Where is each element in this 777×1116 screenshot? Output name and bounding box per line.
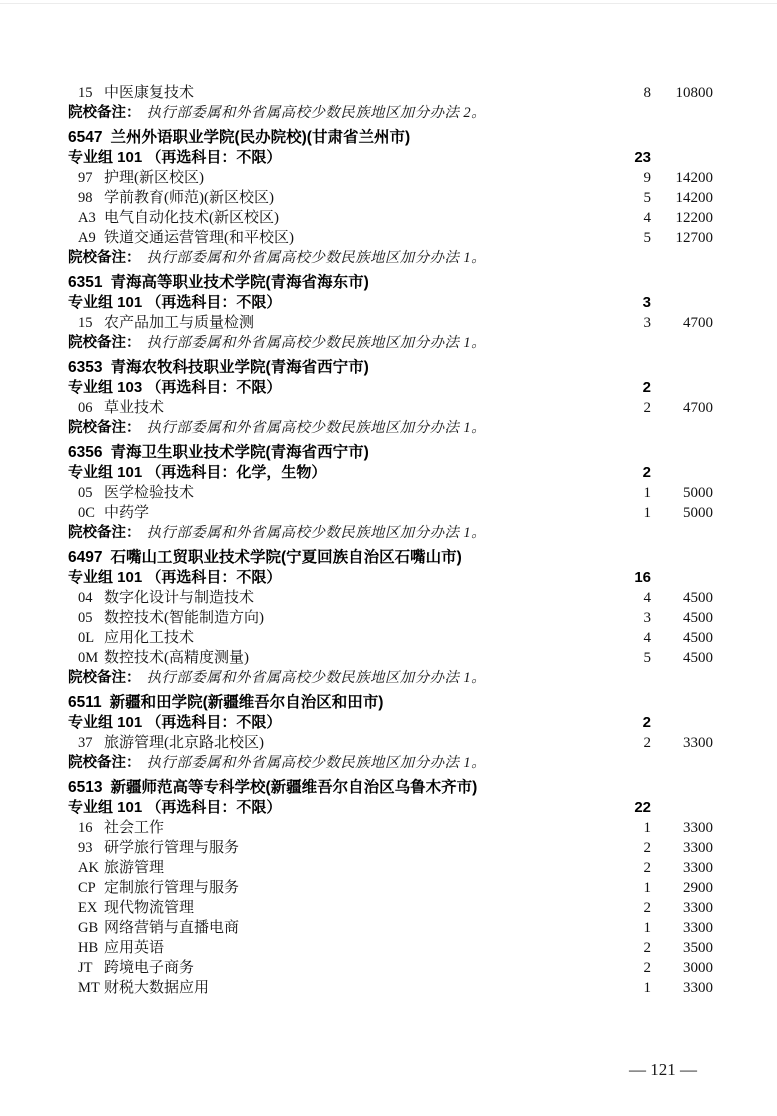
remark-text: 执行部委属和外省属高校少数民族地区加分办法 1。 xyxy=(146,420,486,436)
major-count: 2 xyxy=(643,960,651,976)
major-count: 2 xyxy=(643,860,651,876)
institution-code: 6356 xyxy=(68,444,103,461)
major-row xyxy=(68,83,713,103)
major-count: 2 xyxy=(643,940,651,956)
major-fee: 4500 xyxy=(683,610,713,626)
remark-text: 执行部委属和外省属高校少数民族地区加分办法 1。 xyxy=(146,525,486,541)
major-count: 5 xyxy=(643,650,651,666)
remark-row xyxy=(68,753,713,773)
major-code: EX xyxy=(78,900,98,916)
major-fee: 5000 xyxy=(683,485,713,501)
remark-row xyxy=(68,248,713,268)
major-count: 5 xyxy=(643,230,651,246)
major-code: 06 xyxy=(78,400,93,416)
major-code: GB xyxy=(78,920,99,936)
institution-name: 青海农牧科技职业学院(青海省西宁市) xyxy=(110,359,369,376)
major-fee: 3300 xyxy=(683,735,713,751)
remark-row xyxy=(68,418,713,438)
major-group-count: 22 xyxy=(634,799,651,816)
major-fee: 3300 xyxy=(683,840,713,856)
major-fee: 5000 xyxy=(683,505,713,521)
major-count: 2 xyxy=(643,840,651,856)
major-row xyxy=(68,858,713,878)
remark-text: 执行部委属和外省属高校少数民族地区加分办法 2。 xyxy=(146,105,486,121)
major-row xyxy=(68,818,713,838)
remark-text: 执行部委属和外省属高校少数民族地区加分办法 1。 xyxy=(146,755,486,771)
major-code: 97 xyxy=(78,170,93,186)
major-row xyxy=(68,648,713,668)
remark-label: 院校备注： xyxy=(68,525,141,541)
major-group-count: 2 xyxy=(642,714,651,731)
major-fee: 4500 xyxy=(683,650,713,666)
major-code: 15 xyxy=(78,85,93,101)
remark-row xyxy=(68,523,713,543)
major-row xyxy=(68,313,713,333)
major-group-count: 2 xyxy=(642,464,651,481)
major-code: 93 xyxy=(78,840,93,856)
major-code: 05 xyxy=(78,485,93,501)
institution-row xyxy=(68,548,713,568)
remark-label: 院校备注： xyxy=(68,250,141,266)
major-name: 数字化设计与制造技术 xyxy=(104,590,255,606)
major-group-label: 专业组 101 （再选科目：化学，生物） xyxy=(68,464,327,481)
admission-plan-list xyxy=(68,83,713,998)
major-code: AK xyxy=(78,860,99,876)
major-group-row xyxy=(68,713,713,733)
major-count: 2 xyxy=(643,900,651,916)
major-fee: 4700 xyxy=(683,400,713,416)
major-fee: 3300 xyxy=(683,820,713,836)
institution-name: 青海卫生职业技术学院(青海省西宁市) xyxy=(110,444,369,461)
major-row xyxy=(68,228,713,248)
major-name: 应用英语 xyxy=(104,940,165,956)
institution-code: 6351 xyxy=(68,274,103,291)
major-name: 铁道交通运营管理(和平校区) xyxy=(104,230,294,246)
major-count: 3 xyxy=(643,610,651,626)
major-row xyxy=(68,588,713,608)
major-code: A3 xyxy=(78,210,96,226)
major-row xyxy=(68,188,713,208)
institution-name: 新疆师范高等专科学校(新疆维吾尔自治区乌鲁木齐市) xyxy=(110,779,478,796)
remark-text: 执行部委属和外省属高校少数民族地区加分办法 1。 xyxy=(146,335,486,351)
remark-label: 院校备注： xyxy=(68,755,141,771)
major-fee: 3300 xyxy=(683,860,713,876)
remark-row xyxy=(68,668,713,688)
remark-label: 院校备注： xyxy=(68,105,141,121)
remark-label: 院校备注： xyxy=(68,335,141,351)
major-row xyxy=(68,918,713,938)
major-row xyxy=(68,168,713,188)
major-count: 1 xyxy=(643,920,651,936)
major-group-row xyxy=(68,568,713,588)
major-name: 学前教育(师范)(新区校区) xyxy=(104,190,274,206)
major-row xyxy=(68,208,713,228)
major-code: JT xyxy=(78,960,93,976)
major-fee: 4700 xyxy=(683,315,713,331)
major-fee: 3300 xyxy=(683,920,713,936)
major-row xyxy=(68,958,713,978)
major-name: 现代物流管理 xyxy=(104,900,195,916)
major-count: 1 xyxy=(643,505,651,521)
major-row xyxy=(68,898,713,918)
remark-row xyxy=(68,333,713,353)
major-code: CP xyxy=(78,880,96,896)
major-fee: 14200 xyxy=(675,190,713,206)
remark-text: 执行部委属和外省属高校少数民族地区加分办法 1。 xyxy=(146,670,486,686)
major-name: 中医康复技术 xyxy=(104,85,195,101)
major-fee: 3300 xyxy=(683,900,713,916)
major-row xyxy=(68,608,713,628)
major-name: 跨境电子商务 xyxy=(104,960,195,976)
major-count: 1 xyxy=(643,485,651,501)
major-row xyxy=(68,628,713,648)
major-code: 37 xyxy=(78,735,93,751)
major-name: 农产品加工与质量检测 xyxy=(104,315,255,331)
major-name: 数控技术(智能制造方向) xyxy=(104,610,264,626)
major-row xyxy=(68,503,713,523)
major-code: 15 xyxy=(78,315,93,331)
major-code: 0M xyxy=(78,650,99,666)
institution-row xyxy=(68,443,713,463)
major-fee: 12700 xyxy=(675,230,713,246)
major-fee: 14200 xyxy=(675,170,713,186)
page-top-rule xyxy=(0,3,777,4)
major-row xyxy=(68,733,713,753)
major-code: 98 xyxy=(78,190,93,206)
remark-text: 执行部委属和外省属高校少数民族地区加分办法 1。 xyxy=(146,250,486,266)
major-code: 16 xyxy=(78,820,93,836)
major-row xyxy=(68,878,713,898)
major-group-row xyxy=(68,293,713,313)
major-group-count: 3 xyxy=(642,294,651,311)
major-count: 8 xyxy=(643,85,651,101)
major-row xyxy=(68,838,713,858)
major-group-row xyxy=(68,798,713,818)
institution-row xyxy=(68,128,713,148)
major-fee: 3300 xyxy=(683,980,713,996)
major-group-label: 专业组 101 （再选科目：不限） xyxy=(68,569,282,586)
major-row xyxy=(68,398,713,418)
major-group-label: 专业组 103 （再选科目：不限） xyxy=(68,379,282,396)
major-name: 社会工作 xyxy=(104,820,165,836)
institution-code: 6497 xyxy=(68,549,103,566)
major-group-row xyxy=(68,148,713,168)
institution-row xyxy=(68,273,713,293)
major-count: 1 xyxy=(643,820,651,836)
institution-name: 石嘴山工贸职业技术学院(宁夏回族自治区石嘴山市) xyxy=(110,549,462,566)
major-name: 数控技术(高精度测量) xyxy=(104,650,249,666)
major-name: 研学旅行管理与服务 xyxy=(104,840,240,856)
institution-code: 6511 xyxy=(68,694,102,711)
major-name: 护理(新区校区) xyxy=(104,170,204,186)
institution-row xyxy=(68,358,713,378)
major-fee: 10800 xyxy=(675,85,713,101)
major-group-count: 2 xyxy=(642,379,651,396)
major-fee: 3000 xyxy=(683,960,713,976)
major-count: 4 xyxy=(643,590,651,606)
institution-code: 6353 xyxy=(68,359,103,376)
major-group-label: 专业组 101 （再选科目：不限） xyxy=(68,149,282,166)
remark-label: 院校备注： xyxy=(68,420,141,436)
major-group-label: 专业组 101 （再选科目：不限） xyxy=(68,799,282,816)
remark-label: 院校备注： xyxy=(68,670,141,686)
institution-name: 新疆和田学院(新疆维吾尔自治区和田市) xyxy=(109,694,384,711)
major-group-row xyxy=(68,378,713,398)
institution-name: 兰州外语职业学院(民办院校)(甘肃省兰州市) xyxy=(110,129,411,146)
major-group-count: 16 xyxy=(634,569,651,586)
major-fee: 2900 xyxy=(683,880,713,896)
major-count: 9 xyxy=(643,170,651,186)
remark-row xyxy=(68,103,713,123)
major-count: 2 xyxy=(643,735,651,751)
major-name: 旅游管理(北京路北校区) xyxy=(104,735,264,751)
page-number: — 121 — xyxy=(629,1060,697,1079)
major-code: 0L xyxy=(78,630,95,646)
major-code: MT xyxy=(78,980,100,996)
major-row xyxy=(68,978,713,998)
major-row xyxy=(68,938,713,958)
institution-name: 青海高等职业技术学院(青海省海东市) xyxy=(110,274,369,291)
major-group-label: 专业组 101 （再选科目：不限） xyxy=(68,294,282,311)
major-name: 应用化工技术 xyxy=(104,630,195,646)
major-code: 05 xyxy=(78,610,93,626)
major-count: 4 xyxy=(643,210,651,226)
major-group-row xyxy=(68,463,713,483)
institution-row xyxy=(68,693,713,713)
institution-code: 6547 xyxy=(68,129,103,146)
major-name: 定制旅行管理与服务 xyxy=(104,880,240,896)
major-name: 中药学 xyxy=(104,505,150,521)
institution-code: 6513 xyxy=(68,779,103,796)
major-count: 5 xyxy=(643,190,651,206)
major-name: 草业技术 xyxy=(104,400,165,416)
major-code: HB xyxy=(78,940,99,956)
major-code: 04 xyxy=(78,590,93,606)
major-name: 医学检验技术 xyxy=(104,485,195,501)
major-count: 2 xyxy=(643,400,651,416)
major-name: 财税大数据应用 xyxy=(104,980,210,996)
major-fee: 4500 xyxy=(683,590,713,606)
major-fee: 3500 xyxy=(683,940,713,956)
major-name: 旅游管理 xyxy=(104,860,165,876)
major-count: 3 xyxy=(643,315,651,331)
major-name: 网络营销与直播电商 xyxy=(104,920,240,936)
major-fee: 12200 xyxy=(675,210,713,226)
major-count: 1 xyxy=(643,880,651,896)
institution-row xyxy=(68,778,713,798)
major-group-count: 23 xyxy=(634,149,651,166)
major-count: 1 xyxy=(643,980,651,996)
major-count: 4 xyxy=(643,630,651,646)
major-code: 0C xyxy=(78,505,95,521)
major-fee: 4500 xyxy=(683,630,713,646)
major-code: A9 xyxy=(78,230,96,246)
major-row xyxy=(68,483,713,503)
major-group-label: 专业组 101 （再选科目：不限） xyxy=(68,714,282,731)
major-name: 电气自动化技术(新区校区) xyxy=(104,210,279,226)
